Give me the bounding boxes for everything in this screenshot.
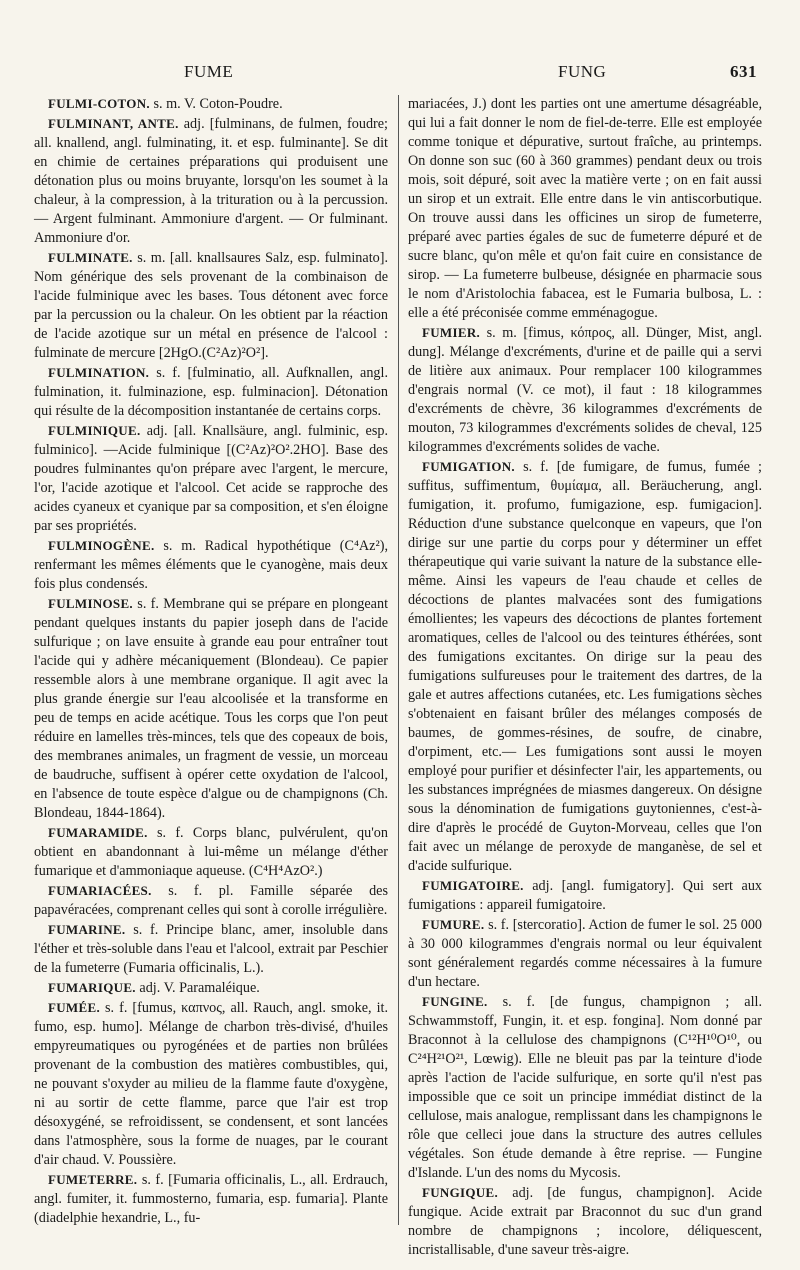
entry-headword: FULMINATE. [48, 250, 133, 265]
header-right-word: FUNG [558, 62, 607, 81]
entry-headword: FUNGINE. [422, 994, 488, 1009]
header-left-word: FUME [184, 62, 234, 81]
entry-text: s. f. Membrane qui se prépare en plongeant pendant quelques instants du papier joseph dans de l'acide sulfurique ; on lave ensuite à grande eau pour entraîner tout l'acide qui y adhère mécaniquement (Blondeau). Ce papier ressemble alors à une membrane organique. Il agit avec la plus grande énergie sur l'eau alcoolisée et la transforme en peu de temps en acide acétique. Tous les corps que l'on peut réduire en lamelles très-minces, tels que des copeaux de bois, des membranes animales, un fragment de vessie, un morceau de baudruche, suffisent à opérer cette oxydation de l'alcool, en l'absence de toute espèce d'algue ou de champignons (Ch. Blondeau, 1844-1864). [34, 596, 389, 821]
entry-headword: FUMARINE. [48, 922, 126, 937]
dictionary-entry [34, 998, 388, 1170]
entry-text: s. f. pl. Famille séparée des papavéracées, comprenant celles qui sont à corolle irrégulière. [34, 883, 388, 918]
entry-headword: FUMIGATOIRE. [422, 878, 524, 893]
entry-text: adj. V. Paramaléique. [139, 980, 260, 996]
dictionary-entry [408, 915, 762, 992]
entry-text: s. f. [Fumaria officinalis, L., all. Erdrauch, angl. fumiter, it. fummosterno, fumaria, esp. fumaria]. Plante (diadelphie hexandrie, L., fu- [34, 1172, 388, 1226]
entry-headword: FUMARAMIDE. [48, 825, 148, 840]
dictionary-entry [34, 94, 388, 114]
entry-headword: FULMINIQUE. [48, 423, 141, 438]
dictionary-entry [34, 248, 388, 363]
page-number: 631 [730, 62, 757, 81]
dictionary-entry [408, 992, 762, 1183]
entry-text: s. f. Principe blanc, amer, insoluble dans l'éther et très-soluble dans l'eau et l'alcool, extrait par Peschier de la fumeterre (Fumaria officinalis, L.). [34, 922, 389, 976]
entry-headword: FULMINOGÈNE. [48, 538, 155, 553]
entry-headword: FULMI-COTON. [48, 96, 150, 111]
dictionary-entry [34, 594, 388, 823]
dictionary-entry [408, 876, 762, 915]
entry-headword: FUMARIACÉES. [48, 883, 152, 898]
entry-text: s. f. Corps blanc, pulvérulent, qu'on obtient en abandonnant à lui-même un mélange d'éther fumarique et d'ammoniaque aqueuse. (C⁴H⁴AzO².) [34, 825, 388, 879]
entry-text: s. m. V. Coton-Poudre. [153, 96, 283, 112]
entry-headword: FUMURE. [422, 917, 485, 932]
entry-headword: FUNGIQUE. [422, 1185, 499, 1200]
dictionary-entry [408, 1183, 762, 1260]
dictionary-entry [408, 323, 762, 457]
entry-text: s. f. [de fumigare, de fumus, fumée ; suffitus, suffimentum, θυμίαμα, all. Beräucherung, angl. fumigation, it. profumo, fumigazione, esp. fumigacion]. Réduction d'une substance quelconque en vapeurs, que l'on dirige sur une partie du corps pour y déterminer un effet thérapeutique qui varie suivant la nature de la substance elle-même. Ainsi les vapeurs de l'eau chaude et celles de décoctions de plantes malvacées sont des fumigations émollientes; les vapeurs des décoctions de plantes fortement aromatiques, celles de l'alcool ou des teintures éthérées, sont des fumigations excitantes. On dirige sur la peau des fumigations sulfureuses pour le traitement des dartres, de la gale et autres affections cutanées, etc. Les fumigations sèches s'obtenaient en faisant brûler des mélanges composés de baumes, de gommes-résines, de soufre, de cinabre, d'orpiment, etc.— Les fumigations sont aussi le moyen employé pour purifier et désinfecter l'air, les appartements, ou les substances imprégnées de miasmes dangereux. On désigne sous la dénomination de fumigations guytoniennes, c'est-à-dire d'après le procédé de Guyton-Morveau, celles que l'on fait avec un mélange de peroxyde de manganèse, de sel et d'acide sulfurique. [408, 459, 762, 874]
dictionary-entry [34, 881, 388, 920]
entry-headword: FUMIER. [422, 325, 481, 340]
dictionary-entry [34, 978, 388, 998]
entry-headword: FULMINANT, ANTE. [48, 116, 179, 131]
dictionary-entry [34, 114, 388, 248]
running-header [0, 62, 800, 88]
entry-text: adj. [de fungus, champignon]. Acide fungique. Acide extrait par Braconnot du suc d'un grand nombre de champignons ; incolore, déliquescent, incristallisable, d'une saveur très-aigre. [408, 1185, 762, 1258]
entry-text: s. m. [fimus, κόπρος, all. Dünger, Mist, angl. dung]. Mélange d'excréments, d'urine et de paille qui a servi de litière aux animaux. Pour remplacer 100 kilogrammes d'engrais normal (V. ce mot), il faut : 18 kilogrammes d'excréments de chèvre, 36 kilogrammes d'excréments de mouton, 73 kilogrammes d'excréments solides de cheval, 125 kilogrammes d'excréments solides de vache. [408, 325, 763, 455]
entry-headword: FULMINOSE. [48, 596, 133, 611]
entry-headword: FUMIGATION. [422, 459, 515, 474]
dictionary-entry [34, 823, 388, 881]
entry-text: s. f. [fumus, καπνος, all. Rauch, angl. smoke, it. fumo, esp. humo]. Mélange de charbon très-divisé, d'huiles empyreumatiques ou pyrogénées et de parties non brûlées provenant de la combustion des matières combustibles, qui, ne pouvant s'oxyder au milieu de la flamme faute d'oxygène, ni au sortir de cette flamme, parce que l'air est trop désoxygéné, se refroidissent, se condensent, et sont lancées dans l'atmosphère, sous la forme de nuages, par le courant d'air chaud. V. Poussière. [34, 1000, 388, 1168]
entry-text: adj. [fulminans, de fulmen, foudre; all. knallend, angl. fulminating, it. et esp. fulminante]. Se dit en chimie de certaines préparations qui produisent une détonation plus ou moins bruyante, lorsqu'on les soumet à la chaleur, à la compression, à la trituration ou à la percussion. — Argent fulminant. Ammoniure d'argent. — Or fulminant. Ammoniure d'or. [34, 116, 388, 246]
dictionary-entry [34, 1170, 388, 1228]
column-divider [398, 95, 399, 1225]
dictionary-entry [34, 421, 388, 536]
entry-text: s. m. Radical hypothétique (C⁴Az²), renfermant les mêmes éléments que le cyanogène, mais deux fois plus condensés. [34, 538, 388, 592]
dictionary-entry [34, 536, 388, 594]
dictionary-entry [34, 363, 388, 421]
dictionary-entry-continued [408, 94, 762, 323]
entry-text: adj. [all. Knallsäure, angl. fulminic, esp. fulminico]. —Acide fulminique [(C²Az)²O².2HO]. Base des poudres fulminantes qu'on prépare avec l'argent, le mercure, l'or, l'acide azotique et l'alcool. Cet acide se rapproche des acides cyaneux et cyanique par sa composition, et s'en éloigne par ses propriétés. [34, 423, 388, 534]
entry-headword: FUMETERRE. [48, 1172, 138, 1187]
entry-text: s. f. [de fungus, champignon ; all. Schwammstoff, Fungin, it. et esp. fongina]. Nom donné par Braconnot à la cellulose des champignons (C¹²H¹⁰O¹⁰, ou C²⁴H²¹O²¹, Lœwig). Elle ne bleuit pas par la teinture d'iode après l'action de l'acide sulfurique, en sorte qu'il n'est pas impossible que ce soit un principe immédiat distinct de la cellulose, mais analogue, remplissant dans les champignons le rôle que celleci joue dans la structure des autres cellules végétales. Son étude demande à être reprise. — Fungine d'Islande. L'un des noms du Mycosis. [408, 994, 762, 1181]
entry-headword: FUMARIQUE. [48, 980, 136, 995]
right-column [408, 94, 762, 1260]
entry-text: s. f. [stercoratio]. Action de fumer le sol. 25 000 à 30 000 kilogrammes d'engrais normal ou leur équivalent sont généralement regardés comme nécessaires à la fumure d'un hectare. [408, 917, 763, 990]
entry-text: mariacées, J.) dont les parties ont une amertume désagréable, qui lui a fait donner le nom de fiel-de-terre. Elle est employée comme tonique et dépurative, surtout fraîche, au printemps. On donne son suc (60 à 360 grammes) pendant deux ou trois mois, soit dépuré, soit avec la matière verte ; on en fait aussi un sirop et un extrait. Elle entre dans le vin antiscorbutique. On trouve aussi dans les officines un sirop de fumeterre, préparé avec parties égales de suc de fumeterre dépuré et de sucre blanc, qu'on mêle et qu'on fait cuire en consistance de sirop. — La fumeterre bulbeuse, désignée en pharmacie sous le nom d'Aristolochia fabacea, est le Fumaria bulbosa, L. : elle a été préconisée comme emménagogue. [408, 96, 762, 321]
entry-text: s. m. [all. knallsaures Salz, esp. fulminato]. Nom générique des sels provenant de la combinaison de l'acide fulminique avec les bases. Tous détonent avec force par la percussion ou la chaleur. On les obtient par la réaction de l'acide azotique sur un métal en présence de l'alcool : fulminate de mercure [2HgO.(C²Az)²O²]. [34, 250, 389, 361]
dictionary-entry [408, 457, 762, 876]
entry-text: adj. [angl. fumigatory]. Qui sert aux fumigations : appareil fumigatoire. [408, 878, 763, 913]
left-column [34, 94, 388, 1228]
entry-headword: FUMÉE. [48, 1000, 100, 1015]
entry-text: s. f. [fulminatio, all. Aufknallen, angl. fulmination, it. fulminazione, esp. fulminacion]. Détonation qui résulte de la décomposition instantanée de certains corps. [34, 365, 388, 419]
dictionary-entry [34, 920, 388, 978]
entry-headword: FULMINATION. [48, 365, 150, 380]
